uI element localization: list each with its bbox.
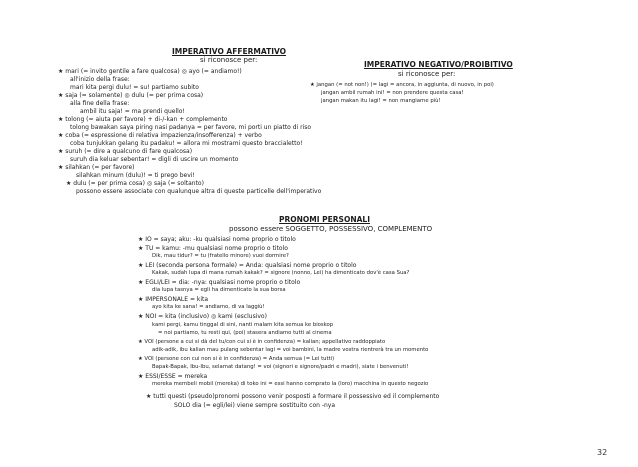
aff-line-13: silahkan minum (dulu)! = ti prego bevi! <box>76 172 195 179</box>
aff-line-9: coba tunjukkan gelang itu padaku! = allora mi mostrami questo braccialetto! <box>70 140 303 147</box>
aff-line-14: ★ dulu (= per prima cosa) ◎ saja (= soltanto) <box>66 180 204 187</box>
aff-line-7: tolong bawakan saya piring nasi padanya = per favore, mi porti un piatto di riso <box>70 124 312 131</box>
pron-line-15: Bapak-Bapak, Ibu-Ibu, selamat datang! = voi (signori e signore/padri e madri), siate i benvenuti! <box>152 364 409 370</box>
pron-line-17: mereka membeli mobil (mereka) di toko ini = essi hanno comprato la (loro) macchina in questo negozio <box>152 381 429 387</box>
pron-line-9: ★ NOI = kita (inclusivo) ◎ kami (esclusivo) <box>138 313 267 320</box>
aff-line-4: alla fine della frase: <box>70 100 130 107</box>
pron-line-2: Dik, mau tidur? = tu (fratello minore) vuoi dormire? <box>152 253 289 259</box>
pron-line-12: ★ VOI (persone a cui si dà del tu/con cui si è in confidenza) = kalian; appellativo raddoppiato <box>138 339 386 345</box>
aff-line-11: suruh dia keluar sebentar! = digli di uscire un momento <box>70 156 239 163</box>
pron-line-7: ★ IMPERSONALE = kita <box>138 296 209 303</box>
pron-line-8: ayo kita ke sana! = andiamo, di va laggiù! <box>152 304 265 310</box>
pron-line-13: adik-adik, ibu kalian mau pulang sebentar lagi = voi bambini, la madre vostra rientrerà tra un momento <box>152 347 429 353</box>
aff-line-12: ★ silahkan (= per favore) <box>58 164 135 171</box>
aff-line-8: ★ coba (= espressione di relativa impazienza/insofferenza) + verbo <box>58 132 262 139</box>
pron-line-0: ★ IO = saya; aku: -ku qualsiasi nome proprio o titolo <box>138 236 296 243</box>
pron-line-10: kami pergi, kamu tinggal di sini, nanti malam kita semua ke bioskop <box>152 322 334 328</box>
pron-line-16: ★ ESSI/ESSE = mereka <box>138 373 208 380</box>
pron-line-19: SOLO dia (= egli/lei) viene sempre sostituito con -nya <box>174 402 336 409</box>
aff-line-5: ambil itu saja! = ma prendi quello! <box>80 108 185 115</box>
aff-line-6: ★ tolong (= aiuta per favore) + di-/-kan + complemento <box>58 116 228 123</box>
aff-line-15: possono essere associate con qualunque altra di queste particelle dell'imperativo <box>76 188 322 195</box>
neg-line-1: jangan ambil rumah ini! = non prendere questa casa! <box>321 90 464 96</box>
pronomi-title: PRONOMI PERSONALI <box>279 215 370 224</box>
pron-line-11: = noi partiamo, tu resti qui, (poi) stasera andiamo tutti al cinema <box>158 330 332 336</box>
aff-line-10: ★ suruh (= dire a qualcuno di fare qualcosa) <box>58 148 193 155</box>
pron-line-4: Kakak, sudah lupa di mana rumah kakak? = signore (nonno, Lei) ha dimenticato dov'è casa Sua? <box>152 270 410 276</box>
imperativo-negativo-title: IMPERATIVO NEGATIVO/PROIBITIVO <box>364 60 513 69</box>
aff-line-1: all'inizio della frase: <box>70 76 130 83</box>
pronomi-subtitle: possono essere SOGGETTO, POSSESSIVO, COMPLEMENTO <box>229 225 433 233</box>
pron-line-3: ★ LEI (seconda persona formale) = Anda: qualsiasi nome proprio o titolo <box>138 262 357 269</box>
pron-line-6: dia lupa tasnya = egli ha dimenticato la sua borsa <box>152 287 286 293</box>
aff-line-0: ★ mari (= invito gentile a fare qualcosa) ◎ ayo (= andiamo!) <box>58 68 242 75</box>
pron-line-1: ★ TU = kamu: -mu qualsiasi nome proprio o titolo <box>138 245 288 252</box>
neg-line-0: ★ jangan (= not non!) (= lagi = ancora, in aggiunta, di nuovo, in poi) <box>310 82 494 88</box>
imperativo-affermativo-title: IMPERATIVO AFFERMATIVO <box>172 47 287 56</box>
pron-line-5: ★ EGLI/LEI = dia: -nya: qualsiasi nome proprio o titolo <box>138 279 301 286</box>
page-number: 32 <box>597 448 608 457</box>
neg-line-2: jangan makan itu lagi! = non mangiarne più! <box>321 98 441 104</box>
imperativo-affermativo-subtitle: si riconosce per: <box>200 56 258 64</box>
pron-line-18: ★ tutti questi (pseudo)pronomi possono venir posposti a formare il possessivo ed il complemento <box>146 393 440 400</box>
pron-line-14: ★ VOI (persone con cui non si è in confidenza) = Anda semua (= Lei tutti) <box>138 356 335 362</box>
aff-line-2: mari kita pergi dulu! = su! partiamo subito <box>70 84 199 91</box>
aff-line-3: ★ saja (= solamente) ◎ dulu (= per prima cosa) <box>58 92 204 99</box>
imperativo-negativo-subtitle: si riconosce per: <box>398 70 456 78</box>
